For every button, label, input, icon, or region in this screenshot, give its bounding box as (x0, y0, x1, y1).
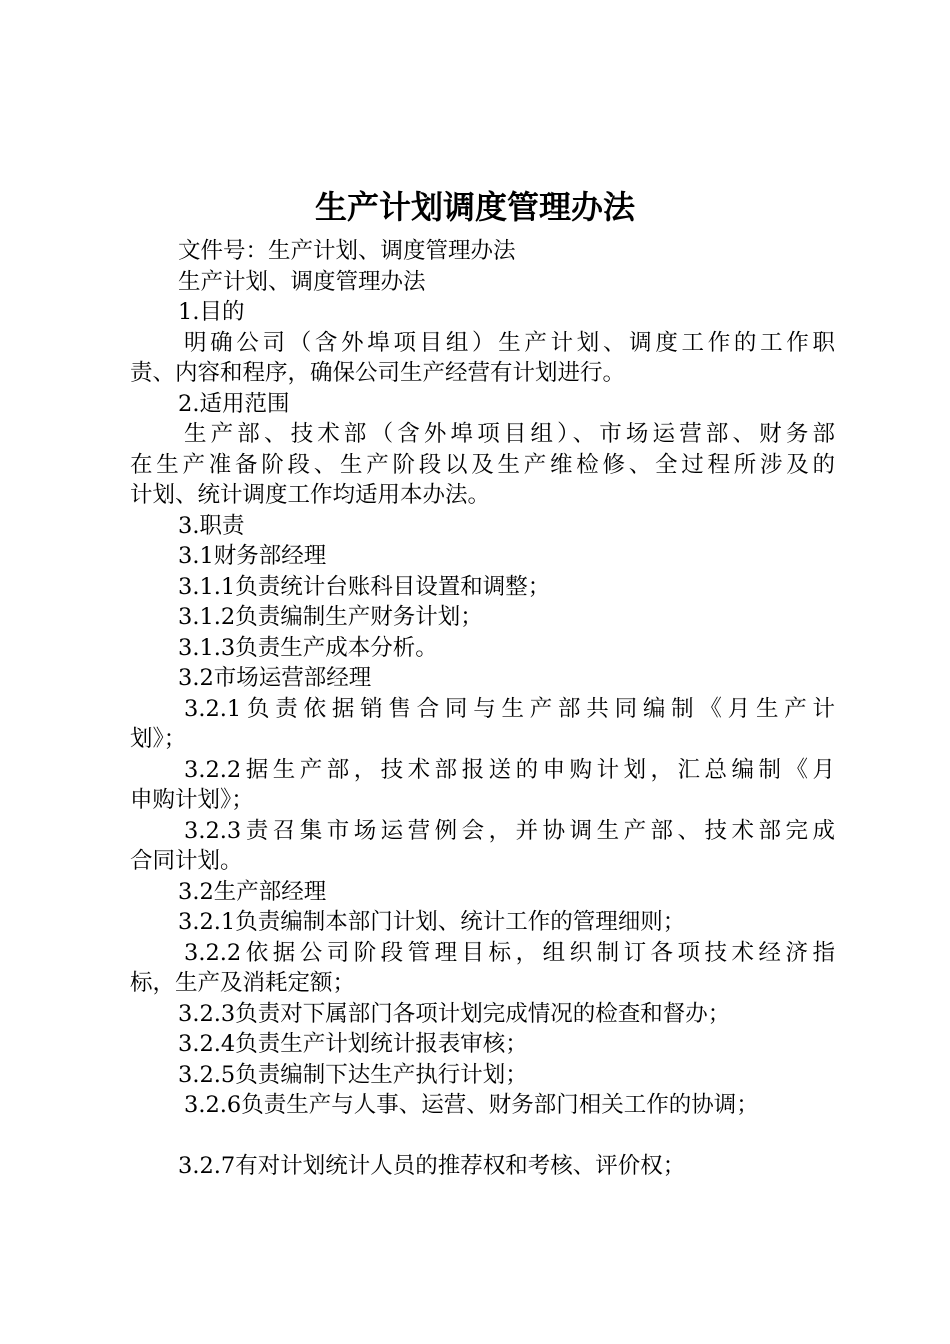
paragraph-line: 明确公司（含外埠项目组）生产计划、调度工作的工作职 (184, 329, 835, 356)
list-item: 3.2.3责召集市场运营例会，并协调生产部、技术部完成 (184, 817, 835, 844)
paragraph-line: 计划、统计调度工作均适用本办法。 (130, 482, 491, 508)
subsection-heading: 3.1财务部经理 (178, 543, 327, 569)
list-item-continuation: 合同计划。 (130, 848, 243, 874)
list-item-continuation: 申购计划》； (130, 787, 254, 813)
list-item: 3.1.3负责生产成本分析。 (178, 634, 438, 661)
list-item-continuation: 划》； (130, 726, 187, 752)
blank-line (130, 1121, 835, 1152)
list-item: 3.2.4负责生产计划统计报表审核； (178, 1031, 528, 1057)
list-item: 3.2.7有对计划统计人员的推荐权和考核、评价权； (178, 1153, 686, 1179)
list-item: 3.2.1负责依据销售合同与生产部共同编制《月生产计 (184, 695, 835, 722)
section-heading: 1.目的 (178, 299, 245, 325)
paragraph-line: 责、内容和程序，确保公司生产经营有计划进行。 (130, 360, 626, 386)
paragraph-line: 生产部、技术部（含外埠项目组）、市场运营部、财务部 (184, 421, 835, 447)
document-body (130, 236, 835, 1182)
subtitle-line: 生产计划、调度管理办法 (178, 268, 426, 295)
list-item: 3.2.6负责生产与人事、运营、财务部门相关工作的协调； (184, 1092, 759, 1118)
list-item: 3.1.1负责统计台账科目设置和调整； (178, 573, 551, 600)
section-heading: 3.职责 (178, 512, 245, 539)
list-item: 3.2.2依据公司阶段管理目标，组织制订各项技术经济指 (184, 939, 835, 966)
list-item: 3.2.2据生产部，技术部报送的申购计划，汇总编制《月 (184, 756, 835, 783)
list-item-continuation: 标，生产及消耗定额； (130, 970, 356, 996)
list-item: 3.2.1负责编制本部门计划、统计工作的管理细则； (178, 909, 686, 935)
subsection-heading: 3.2生产部经理 (178, 878, 327, 905)
list-item: 3.2.3负责对下属部门各项计划完成情况的检查和督办； (178, 1000, 731, 1027)
list-item: 3.1.2负责编制生产财务计划； (178, 604, 483, 630)
list-item: 3.2.5负责编制下达生产执行计划； (178, 1061, 528, 1088)
section-heading: 2.适用范围 (178, 390, 290, 417)
paragraph-line: 在生产准备阶段、生产阶段以及生产维检修、全过程所涉及的 (130, 451, 835, 478)
page-title: 生产计划调度管理办法 (314, 188, 635, 226)
subsection-heading: 3.2市场运营部经理 (178, 665, 372, 691)
file-number-line: 文件号：生产计划、调度管理办法 (178, 238, 516, 264)
